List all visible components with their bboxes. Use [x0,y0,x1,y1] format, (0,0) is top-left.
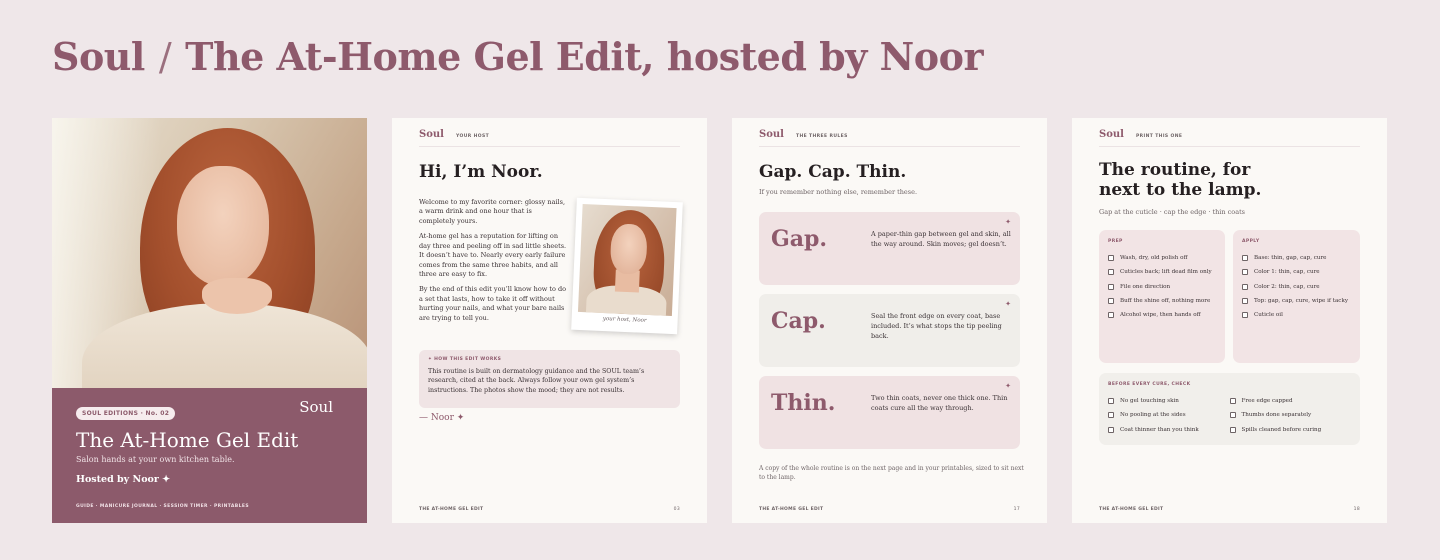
rule-text: Seal the front edge on every coat, base included. It’s what stops the tip peeling back. [871,312,1002,340]
checkbox[interactable] [1108,427,1114,433]
footer-title: THE AT-HOME GEL EDIT [1099,507,1164,512]
cover-host: Hosted by Noor ✦ [76,474,171,485]
checklist-text: File one direction [1120,283,1171,290]
page-number: 18 [1353,507,1360,512]
header-section: YOUR HOST [455,134,490,139]
host-photo [578,204,677,316]
checklist-item [1108,394,1230,408]
checklist-text: Cuticle oil [1254,312,1283,319]
checklist-text: Thumbs done separately [1241,412,1312,419]
checklist-item [1242,294,1351,308]
host-paragraph: By the end of this edit you’ll know how to do a set that lasts, how to take it off without hurting your nails, and what your bare nails are trying to tell you. [419,285,567,322]
checklist-text: Spills cleaned before curing [1241,426,1322,433]
page-footer [1099,507,1360,512]
cover-subtitle: Salon hands at your own kitchen table. [76,455,235,464]
rule-word: Cap. [771,308,826,334]
checklist-item [1242,265,1351,279]
checklist-text: Cuticles back; lift dead film only [1120,269,1212,276]
checkbox[interactable] [1242,255,1248,261]
checklist-item [1108,294,1216,308]
checklist-item [1230,394,1352,408]
sparkle-icon: ✦ [1005,300,1011,308]
checklist-text: Coat thinner than you think [1120,426,1199,433]
checkbox[interactable] [1230,427,1236,433]
how-it-works-box [419,350,680,408]
host-paragraph: Welcome to my favorite corner: glossy nails, a warm drink and one hour that is completely yours. [419,198,566,225]
rules-lede: If you remember nothing else, remember these. [759,188,918,196]
cover-footer: GUIDE · MANICURE JOURNAL · SESSION TIMER · PRINTABLES [76,504,249,509]
checklist-text: No pooling at the sides [1120,412,1186,419]
checkbox[interactable] [1242,284,1248,290]
checklist-item [1108,251,1216,265]
rule-word: Thin. [771,390,836,416]
checklist-item [1108,408,1230,422]
checkbox[interactable] [1108,255,1114,261]
routine-heading-line: The routine, for [1099,160,1251,180]
prep-checklist [1099,230,1225,363]
cover-badge: SOUL EDITIONS · No. 02 [76,407,175,420]
rule-card-cap [759,294,1020,367]
checkbox[interactable] [1108,312,1114,318]
note-label: ✦ HOW THIS EDIT WORKS [428,357,502,362]
checklist-text: Top: gap, cap, cure, wipe if tacky [1254,298,1348,305]
host-heading: Hi, I’m Noor. [419,162,543,182]
page-footer [759,507,1020,512]
checklist-item [1108,280,1216,294]
routine-heading [1099,160,1261,201]
routine-heading-line: next to the lamp. [1099,180,1262,201]
page-number: 17 [1013,507,1020,512]
checklist-text: Color 2: thin, cap, cure [1254,283,1320,290]
checklist-label: BEFORE EVERY CURE, CHECK [1108,382,1191,387]
page-footer [419,507,680,512]
rules-page[interactable] [732,118,1047,523]
rules-closer: A copy of the whole routine is on the next page and in your printables, sized to sit next to the lamp. [759,465,1024,482]
checkbox[interactable] [1242,298,1248,304]
host-body [419,198,567,329]
checklist-text: Base: thin, gap, cap, cure [1254,255,1327,262]
note-text: This routine is built on dermatology guidance and the SOUL team’s research, cited at the back. Always follow your own gel system’s instructions. The photos show the mood; they are not results. [428,368,645,394]
before-cure-checklist [1099,373,1360,445]
checkbox[interactable] [1108,269,1114,275]
checklist-item [1242,251,1351,265]
cover-band [52,388,367,523]
page-title [52,34,983,79]
page-header [759,129,1020,147]
page-title-headline: The At-Home Gel Edit, hosted by Noor [185,34,983,79]
checklist-item [1108,308,1216,322]
checklist-item [1108,423,1230,437]
checklist-text: Buff the shine off, nothing more [1120,298,1211,305]
cover-brand: Soul [299,398,333,416]
header-brand: Soul [759,129,784,140]
checkbox[interactable] [1230,412,1236,418]
checkbox[interactable] [1108,412,1114,418]
apply-checklist [1233,230,1360,363]
checklist-item [1230,408,1352,422]
checklist-text: Color 1: thin, cap, cure [1254,269,1320,276]
rule-text: Two thin coats, never one thick one. Thin coats cure all the way through. [871,394,1008,412]
checkbox[interactable] [1108,298,1114,304]
routine-lede: Gap at the cuticle · cap the edge · thin coats [1099,208,1246,216]
checklist-text: No gel touching skin [1120,398,1179,405]
checklist-item [1242,308,1351,322]
header-brand: Soul [1099,129,1124,140]
checkbox[interactable] [1230,398,1236,404]
checklist-item [1108,265,1216,279]
checklist-item [1242,280,1351,294]
checklist-label: APPLY [1242,239,1260,244]
cover-photo [52,118,367,388]
page-header [419,129,680,147]
checkbox[interactable] [1108,398,1114,404]
checklist-item [1230,423,1352,437]
checklist-text: Alcohol wipe, then hands off [1120,312,1201,319]
footer-title: THE AT-HOME GEL EDIT [759,507,824,512]
checklist-text: Wash, dry, old polish off [1120,255,1188,262]
cover-page[interactable] [52,118,367,523]
cover-title: The At-Home Gel Edit [76,428,299,452]
photo-caption: your host, Noor [602,315,647,324]
host-polaroid [571,198,683,334]
header-section: THE THREE RULES [795,134,848,139]
rule-word: Gap. [771,226,828,252]
host-page[interactable] [392,118,707,523]
sparkle-icon: ✦ [1005,218,1011,226]
rule-text: A paper-thin gap between gel and skin, all the way around. Skin moves; gel doesn’t. [871,230,1011,248]
rule-card-gap [759,212,1020,285]
checkbox[interactable] [1108,284,1114,290]
host-paragraph: At-home gel has a reputation for lifting on day three and peeling off in sad little sheets. It doesn’t have to. Nearly every early failure comes from the same three habits, and all three are easy to fix. [419,232,567,278]
checklist-text: Free edge capped [1241,398,1293,405]
page-header [1099,129,1360,147]
page-title-brand: Soul [52,34,145,79]
footer-title: THE AT-HOME GEL EDIT [419,507,484,512]
sparkle-icon: ✦ [1005,382,1011,390]
routine-page[interactable] [1072,118,1387,523]
checkbox[interactable] [1242,312,1248,318]
rule-card-thin [759,376,1020,449]
checklist-label: PREP [1108,239,1123,244]
header-brand: Soul [419,129,444,140]
checkbox[interactable] [1242,269,1248,275]
page-number: 03 [673,507,680,512]
signature: — Noor ✦ [419,413,465,423]
page-title-separator: / [158,35,172,79]
rules-heading: Gap. Cap. Thin. [759,162,907,182]
header-section: PRINT THIS ONE [1135,134,1183,139]
